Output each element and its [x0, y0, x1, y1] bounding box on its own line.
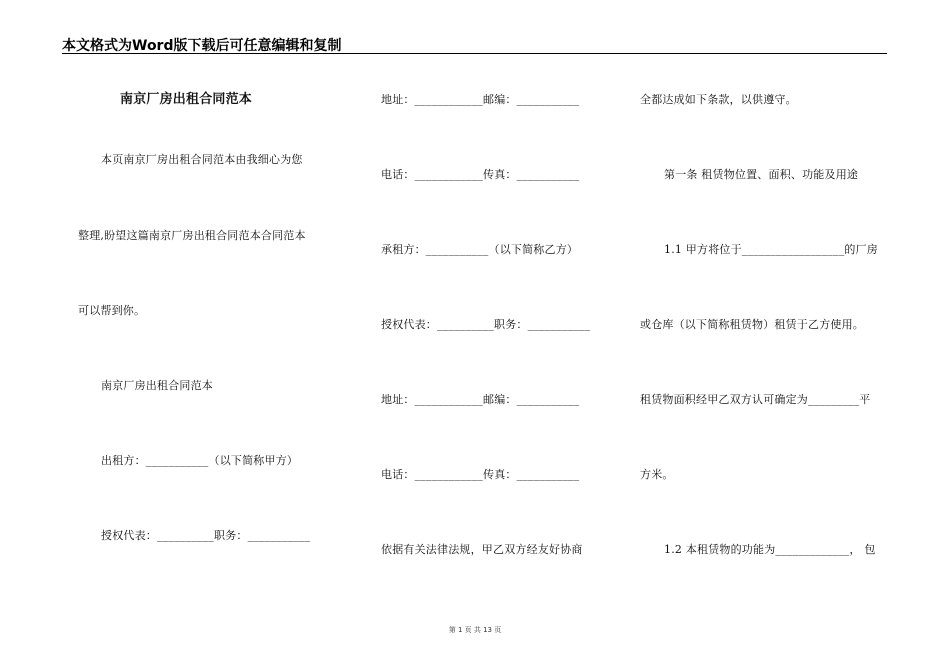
text-line: 南京厂房出租合同范本: [101, 379, 213, 392]
text-line: 全都达成如下条款，以供遵守。: [640, 93, 797, 106]
doc-title: 南京厂房出租合同范本: [120, 92, 253, 107]
text-line: 依据有关法律法规，甲乙双方经友好协商: [381, 543, 583, 556]
header-rule: [62, 53, 887, 54]
text-line: 或仓库（以下简称租赁物）租赁于乙方使用。: [640, 318, 864, 331]
text-line: 整理,盼望这篇南京厂房出租合同范本合同范本: [78, 229, 306, 242]
text-line: 可以帮到你。: [78, 304, 146, 317]
text-line: 1.1 甲方将位于__________________的厂房: [664, 243, 878, 256]
text-line: 授权代表：__________职务：___________: [381, 318, 591, 331]
text-line: 地址：____________邮编：___________: [381, 393, 580, 406]
text-line: 承租方：___________（以下简称乙方）: [381, 243, 579, 256]
document-header-title: 本文格式为Word版下载后可任意编辑和复制: [62, 38, 342, 54]
text-line: 授权代表：__________职务：___________: [101, 529, 311, 542]
text-line: 地址：____________邮编：___________: [381, 93, 580, 106]
text-line: 1.2 本租赁物的功能为_____________， 包: [664, 543, 876, 556]
text-line: 出租方：___________（以下简称甲方）: [101, 454, 299, 467]
page-footer: 第 1 页 共 13 页: [448, 626, 502, 634]
text-line: 租赁物面积经甲乙双方认可确定为_________平: [640, 393, 871, 406]
text-line: 第一条 租赁物位置、面积、功能及用途: [664, 168, 859, 181]
text-line: 本页南京厂房出租合同范本由我细心为您: [101, 153, 303, 166]
text-line: 方米。: [640, 468, 674, 481]
text-line: 电话：____________传真：___________: [381, 168, 580, 181]
text-line: 电话：____________传真：___________: [381, 468, 580, 481]
